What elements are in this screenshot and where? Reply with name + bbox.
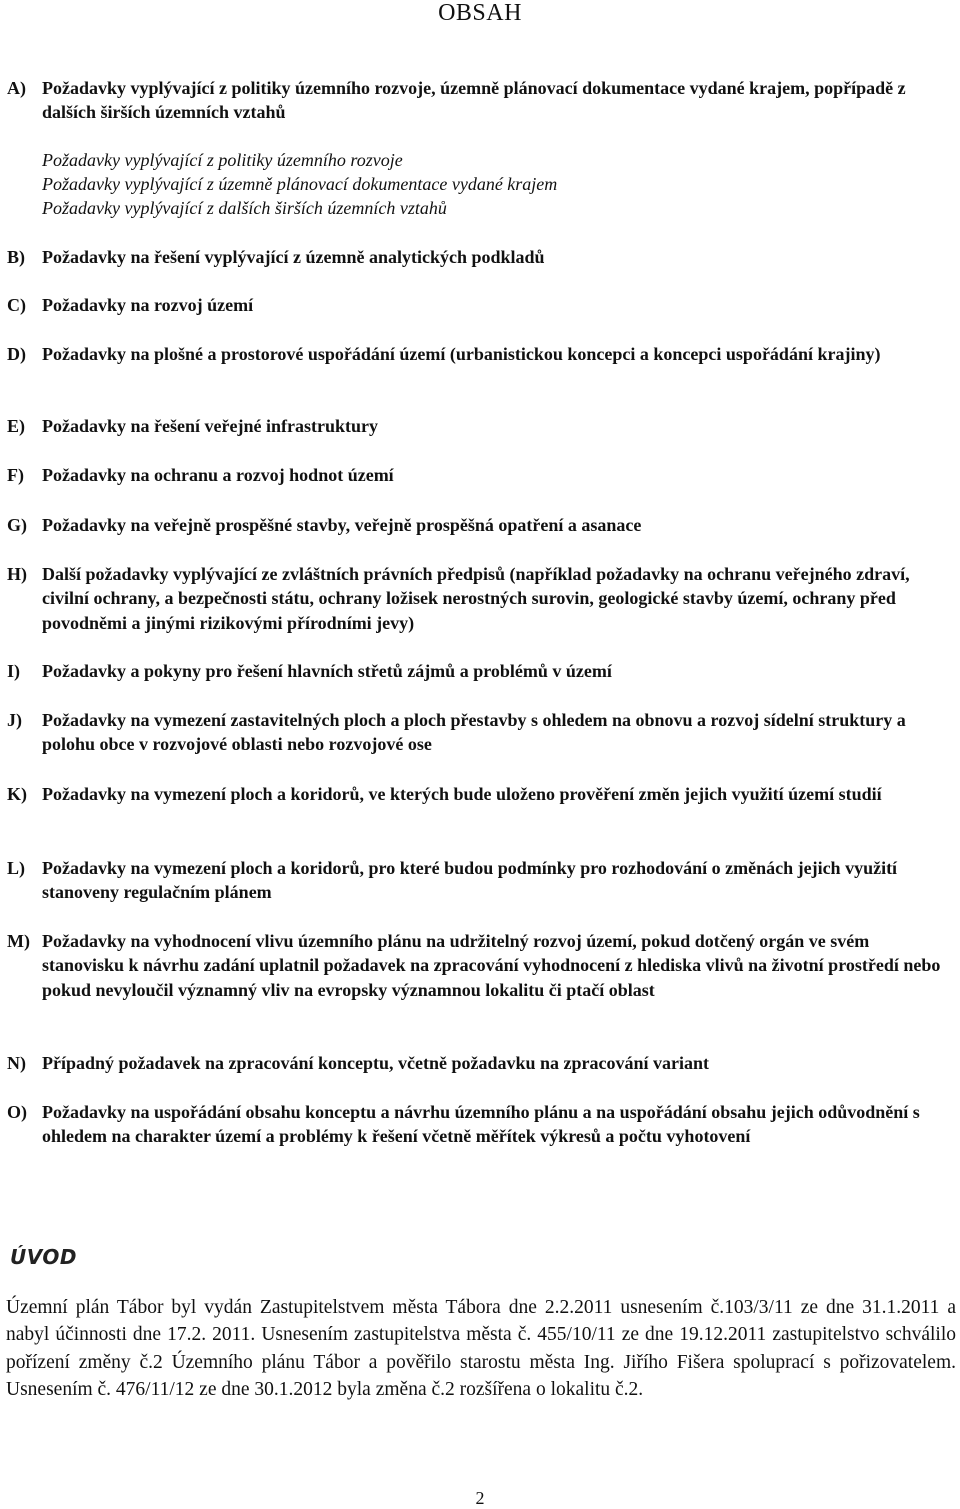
intro-heading: ÚVOD bbox=[10, 1245, 77, 1269]
toc-text: Další požadavky vyplývající ze zvláštních právních předpisů (například požadavky na ochranu veřejného zdraví, civilní ochrany, a bezpečnosti státu, ochrany ložisek nerostných surovin, geologické stavby území, ochrany před povodněmi a jinými rizikovými přírodními jevy) bbox=[42, 564, 910, 633]
toc-letter: D) bbox=[7, 344, 26, 364]
toc-text: Požadavky na rozvoj území bbox=[42, 295, 254, 315]
toc-item-b bbox=[7, 245, 952, 269]
toc-letter: C) bbox=[7, 295, 26, 315]
toc-item-c bbox=[7, 293, 952, 317]
toc-item-o bbox=[7, 1100, 952, 1149]
toc-letter: H) bbox=[7, 564, 27, 584]
toc-letter: E) bbox=[7, 416, 25, 436]
toc-subitem: Požadavky vyplývající z územně plánovací dokumentace vydané krajem bbox=[42, 174, 558, 194]
toc-letter: F) bbox=[7, 465, 24, 485]
toc-item-a bbox=[7, 76, 952, 125]
toc-letter: K) bbox=[7, 784, 27, 804]
toc-text: Případný požadavek na zpracování konceptu, včetně požadavku na zpracování variant bbox=[42, 1053, 710, 1073]
toc-text: Požadavky na vymezení ploch a koridorů, pro které budou podmínky pro rozhodování o změnách jejich využití stanoveny regulačním plánem bbox=[42, 858, 898, 903]
toc-item-m bbox=[7, 929, 952, 1002]
toc-item-i bbox=[7, 659, 952, 683]
toc-text: Požadavky na vymezení zastavitelných ploch a ploch přestavby s ohledem na obnovu a rozvoj sídelní struktury a polohu obce v rozvojové oblasti nebo rozvojové ose bbox=[42, 710, 906, 755]
toc-letter: G) bbox=[7, 515, 27, 535]
toc-letter: M) bbox=[7, 931, 30, 951]
toc-text: Požadavky na řešení vyplývající z územně analytických podkladů bbox=[42, 247, 545, 267]
toc-subitem: Požadavky vyplývající z dalších širších územních vztahů bbox=[42, 198, 447, 218]
toc-text: Požadavky a pokyny pro řešení hlavních střetů zájmů a problémů v území bbox=[42, 661, 612, 681]
toc-item-f bbox=[7, 463, 952, 487]
toc-text: Požadavky na ochranu a rozvoj hodnot území bbox=[42, 465, 394, 485]
toc-text: Požadavky na vymezení ploch a koridorů, ve kterých bude uloženo prověření změn jejich využití území studií bbox=[42, 784, 882, 804]
toc-letter: O) bbox=[7, 1102, 27, 1122]
toc-item-k bbox=[7, 782, 952, 806]
page-title: OBSAH bbox=[438, 0, 522, 26]
toc-text: Požadavky na řešení veřejné infrastruktury bbox=[42, 416, 378, 436]
toc-subitem: Požadavky vyplývající z politiky územního rozvoje bbox=[42, 150, 403, 170]
toc-letter: A) bbox=[7, 78, 26, 98]
toc-item-e bbox=[7, 414, 952, 438]
toc-letter: N) bbox=[7, 1053, 26, 1073]
toc-item-l bbox=[7, 856, 952, 905]
toc-item-j bbox=[7, 708, 952, 757]
toc-text: Požadavky vyplývající z politiky územního rozvoje, územně plánovací dokumentace vydané krajem, popřípadě z dalších širších územních vztahů bbox=[42, 78, 906, 123]
toc-letter: B) bbox=[7, 247, 25, 267]
toc-text: Požadavky na veřejně prospěšné stavby, veřejně prospěšná opatření a asanace bbox=[42, 515, 642, 535]
intro-paragraph: Územní plán Tábor byl vydán Zastupitelstvem města Tábora dne 2.2.2011 usnesením č.103/3/11 ze dne 31.1.2011 a nabyl účinnosti dne 17.2. 2011. Usnesením zastupitelstva města č. 455/10/11 ze dne 19.12.2011 zastupitelstvo schválilo pořízení změny č.2 Územního plánu Tábor a pověřilo starostu města Ing. Jiřího Fišera spoluprací s pořizovatelem. Usnesením č. 476/11/12 ze dne 30.1.2012 byla změna č.2 rozšířena o lokalitu č.2. bbox=[6, 1297, 956, 1400]
toc-item-h bbox=[7, 562, 952, 635]
toc-item-d bbox=[7, 342, 952, 366]
toc-text: Požadavky na vyhodnocení vlivu územního plánu na udržitelný rozvoj území, pokud dotčený orgán ve svém stanovisku k návrhu zadání uplatnil požadavek na zpracování vyhodnocení z hlediska vlivů na životní prostředí nebo pokud nevyloučil významný vliv na evropsky významnou lokalitu či ptačí oblast bbox=[42, 931, 941, 1000]
toc-text: Požadavky na plošné a prostorové uspořádání území (urbanistickou koncepci a koncepci uspořádání krajiny) bbox=[42, 344, 881, 364]
toc-text: Požadavky na uspořádání obsahu konceptu a návrhu územního plánu a na uspořádání obsahu jejich odůvodnění s ohledem na charakter území a problémy k řešení včetně měřítek výkresů a počtu vyhotovení bbox=[42, 1102, 920, 1147]
toc-letter: L) bbox=[7, 858, 25, 878]
page-number: 2 bbox=[475, 1488, 485, 1508]
toc-item-g bbox=[7, 513, 952, 537]
toc-item-n bbox=[7, 1051, 952, 1075]
toc-letter: I) bbox=[7, 661, 20, 681]
toc-letter: J) bbox=[7, 710, 22, 730]
